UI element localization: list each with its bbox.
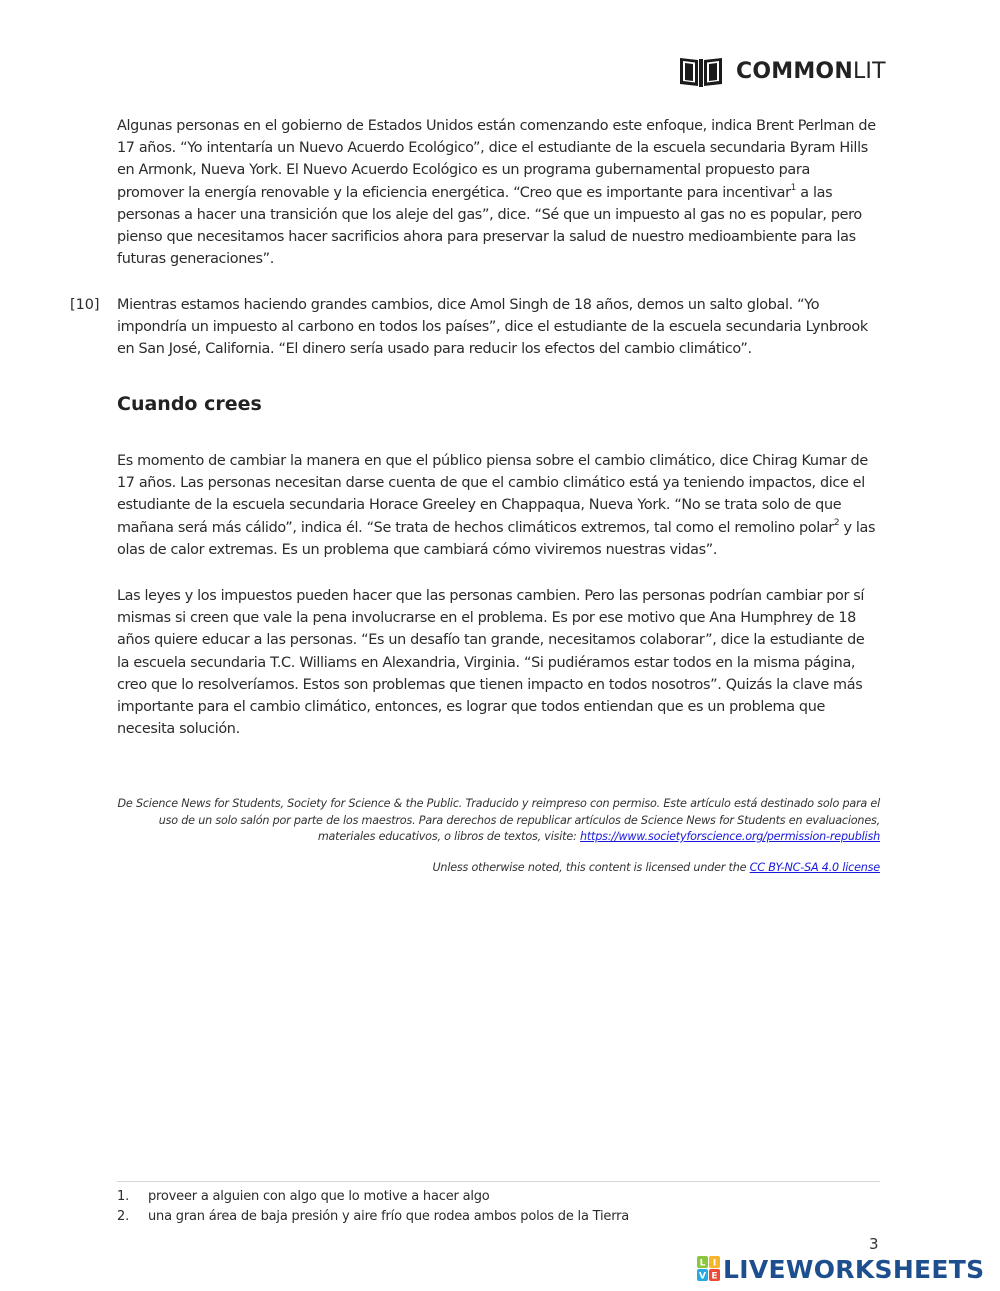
paragraph-number: [10]: [70, 297, 100, 313]
paragraph-1-text-a: Algunas personas en el gobierno de Estados Unidos están comenzando este enfoque, indica Brent Perlman de 17 años. “Yo intentaría un Nuevo Acuerdo Ecológico”, dice el estudiante de la escuela secundaria Byram Hills en Armonk, Nueva York. El Nuevo Acuerdo Ecológico es un programa gubernamental propuesto para promover la energía renovable y la eficiencia energética. “Creo que es importante para incentivar: [117, 118, 876, 201]
icon-letter: L: [699, 1258, 706, 1269]
open-book-icon: [678, 54, 724, 88]
logo-text-bold: COMMON: [736, 58, 853, 84]
source-credit: [117, 796, 880, 846]
footnote-divider: [117, 1181, 880, 1182]
page-number: 3: [869, 1235, 879, 1253]
section-heading: Cuando crees: [117, 393, 262, 415]
license-credit-text: Unless otherwise noted, this content is licensed under the: [432, 861, 750, 874]
footnote-number: 2.: [117, 1208, 130, 1224]
commonlit-logo: [678, 53, 886, 89]
footnote-ref-2[interactable]: 2: [833, 517, 840, 528]
footnote-text: una gran área de baja presión y aire frío que rodea ambos polos de la Tierra: [148, 1208, 630, 1224]
footnote-ref-1[interactable]: 1: [790, 182, 797, 193]
paragraph-3-text-b: y las olas de calor extremas. Es un problema que cambiará cómo viviremos nuestras vidas”.: [117, 519, 876, 558]
license-link[interactable]: CC BY-NC-SA 4.0 license: [749, 861, 880, 874]
paragraph-4: Las leyes y los impuestos pueden hacer que las personas cambien. Pero las personas podrían cambiar por sí mismas si creen que vale la pena involucrarse en el problema. Es por ese motivo que Ana Humphrey de 18 años quiere educar a las personas. “Es un desafío tan grande, necesitamos colaborar”, dice la estudiante de la escuela secundaria T.C. Williams en Alexandria, Virginia. “Si pudiéramos estar todos en la misma página, creo que lo resolveríamos. Estos son problemas que tienen impacto en todos nosotros”. Quizás la clave más importante para el cambio climático, entonces, es lograr que todos entiendan que es un problema que necesita solución.: [117, 588, 865, 738]
liveworksheets-watermark: [697, 1254, 984, 1284]
icon-letter: E: [711, 1271, 718, 1282]
footnote-item: [117, 1187, 880, 1207]
liveworksheets-icon: [697, 1256, 721, 1282]
paragraph-3-text-a: Es momento de cambiar la manera en que el público piensa sobre el cambio climático, dice Chirag Kumar de 17 años. Las personas necesitan darse cuenta de que el cambio climático está ya teniendo impactos, dice el estudiante de la escuela secundaria Horace Greeley en Chappaqua, Nueva York. “No se trata solo de que mañana será más cálido”, indica él. “Se trata de hechos climáticos extremos, tal como el remolino polar: [117, 453, 868, 536]
paragraph-3: [117, 450, 880, 561]
paragraph-1-text-b: a las personas a hacer una transición que los aleje del gas”, dice. “Sé que un impuesto al gas no es popular, pero pienso que necesitamos hacer sacrificios ahora para preservar la salud de nuestro medioambiente para las futuras generaciones”.: [117, 184, 862, 268]
source-credit-text: De Science News for Students, Society for Science & the Public. Traducido y reimpreso con permiso. Este artículo está destinado solo para el uso de un solo salón por parte de los maestros. Para derechos de republicar artículos de Science News for Students en evaluaciones, materiales educativos, o libros de textos, visite:: [117, 797, 880, 843]
permission-link[interactable]: https://www.societyforscience.org/permission-republish: [579, 830, 880, 843]
icon-letter: I: [712, 1258, 717, 1269]
logo-wordmark: [736, 59, 886, 84]
paragraph-2: Mientras estamos haciendo grandes cambios, dice Amol Singh de 18 años, demos un salto global. “Yo impondría un impuesto al carbono en todos los países”, dice el estudiante de la escuela secundaria Lynbrook en San José, California. “El dinero sería usado para reducir los efectos del cambio climático”.: [117, 297, 868, 358]
footnote-text: proveer a alguien con algo que lo motive a hacer algo: [148, 1189, 490, 1204]
paragraph-1: [117, 115, 880, 270]
license-credit: [117, 860, 880, 877]
footnote-number: 1.: [117, 1189, 130, 1204]
footnotes-list: [117, 1187, 880, 1226]
icon-letter: V: [699, 1271, 706, 1282]
logo-text-light: LIT: [852, 58, 886, 84]
liveworksheets-text: LIVEWORKSHEETS: [723, 1254, 985, 1284]
footnote-item: [117, 1207, 880, 1227]
